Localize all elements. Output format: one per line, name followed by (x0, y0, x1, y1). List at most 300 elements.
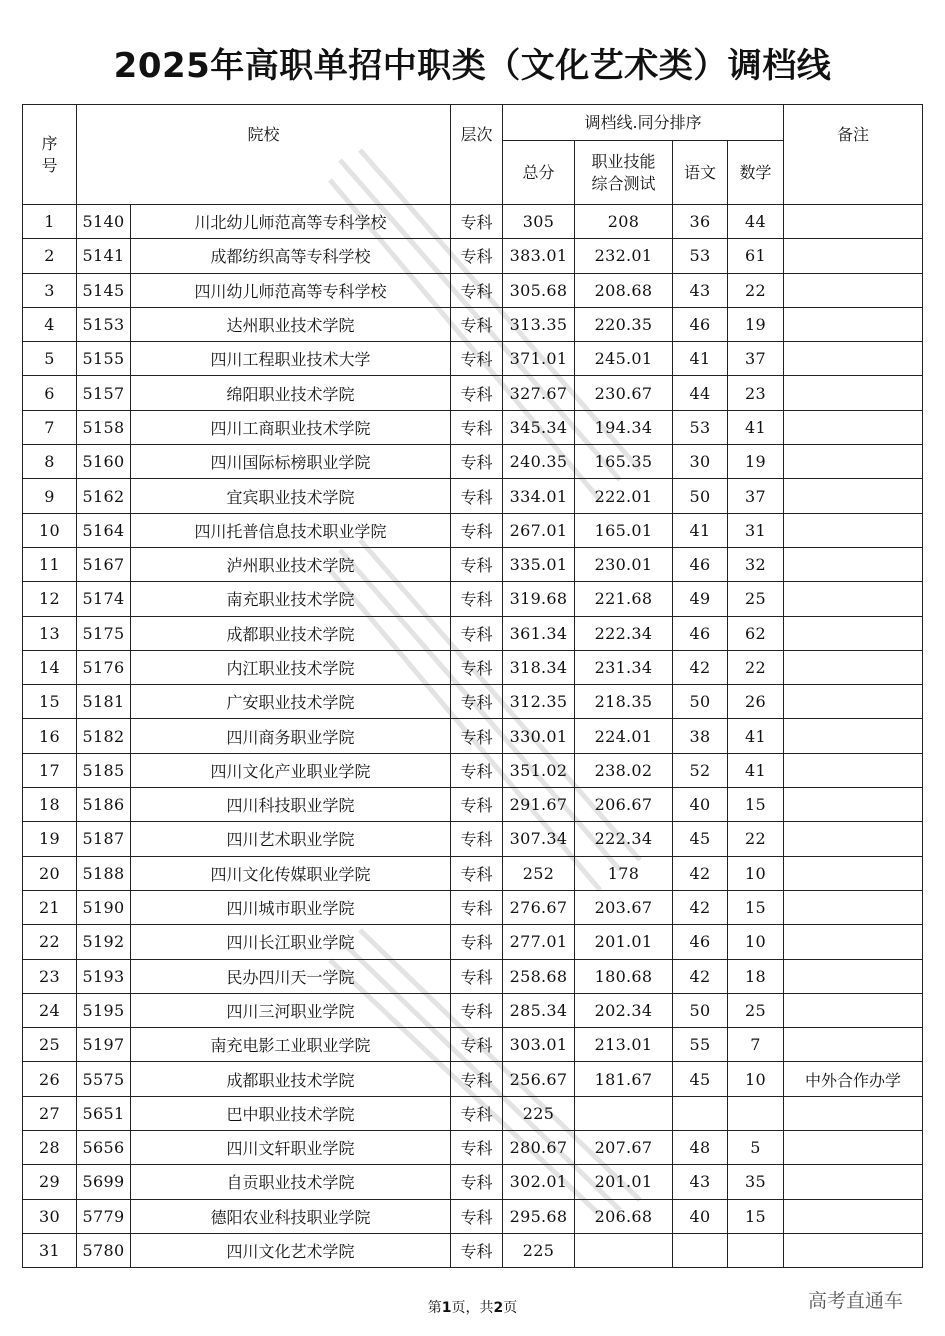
cell-skill (575, 1233, 673, 1267)
cell-note (784, 1131, 923, 1165)
cell-seq: 15 (23, 685, 77, 719)
table-row (23, 547, 923, 581)
page-number: 第1页，共2页 (427, 1300, 518, 1316)
table-row (23, 239, 923, 273)
cell-school-name: 德阳农业科技职业学院 (131, 1199, 451, 1233)
cell-note (784, 445, 923, 479)
cell-math: 35 (728, 1165, 784, 1199)
cell-chinese: 46 (673, 307, 728, 341)
cell-level: 专科 (451, 547, 503, 581)
table-row (23, 582, 923, 616)
cell-level: 专科 (451, 1062, 503, 1096)
cell-seq: 10 (23, 513, 77, 547)
cell-code: 5176 (77, 650, 131, 684)
cell-total: 327.67 (503, 376, 575, 410)
cell-skill: 202.34 (575, 993, 673, 1027)
cell-math: 31 (728, 513, 784, 547)
cell-level: 专科 (451, 307, 503, 341)
header-note: 备注 (784, 105, 923, 205)
cell-level: 专科 (451, 376, 503, 410)
cell-note (784, 205, 923, 239)
cell-chinese (673, 1096, 728, 1130)
cell-chinese: 48 (673, 1131, 728, 1165)
cell-math: 15 (728, 1199, 784, 1233)
cell-code: 5145 (77, 273, 131, 307)
cell-school-name: 四川工商职业技术学院 (131, 410, 451, 444)
cell-note (784, 822, 923, 856)
cell-code: 5190 (77, 890, 131, 924)
cell-code: 5195 (77, 993, 131, 1027)
cell-skill: 165.35 (575, 445, 673, 479)
cell-total: 305.68 (503, 273, 575, 307)
cell-level: 专科 (451, 1028, 503, 1062)
cell-school-name: 四川文轩职业学院 (131, 1131, 451, 1165)
cell-school-name: 巴中职业技术学院 (131, 1096, 451, 1130)
cell-math: 26 (728, 685, 784, 719)
cell-skill: 206.67 (575, 788, 673, 822)
cell-skill: 230.67 (575, 376, 673, 410)
table-row (23, 273, 923, 307)
cell-note (784, 376, 923, 410)
cell-note (784, 925, 923, 959)
cell-level: 专科 (451, 993, 503, 1027)
cell-math: 32 (728, 547, 784, 581)
cell-level: 专科 (451, 1131, 503, 1165)
cell-school-name: 自贡职业技术学院 (131, 1165, 451, 1199)
cell-school-name: 内江职业技术学院 (131, 650, 451, 684)
cell-note (784, 547, 923, 581)
cell-note (784, 342, 923, 376)
cell-note (784, 753, 923, 787)
cell-total: 305 (503, 205, 575, 239)
cell-math: 41 (728, 719, 784, 753)
cell-skill: 194.34 (575, 410, 673, 444)
cell-seq: 9 (23, 479, 77, 513)
cell-math: 25 (728, 993, 784, 1027)
cell-level: 专科 (451, 890, 503, 924)
cell-total: 277.01 (503, 925, 575, 959)
cell-school-name: 宜宾职业技术学院 (131, 479, 451, 513)
cell-level: 专科 (451, 205, 503, 239)
cell-code: 5192 (77, 925, 131, 959)
cell-total: 361.34 (503, 616, 575, 650)
header-level: 层次 (451, 105, 503, 205)
cell-skill: 230.01 (575, 547, 673, 581)
cell-chinese: 40 (673, 1199, 728, 1233)
cell-school-name: 成都纺织高等专科学校 (131, 239, 451, 273)
table-row (23, 1096, 923, 1130)
cell-level: 专科 (451, 959, 503, 993)
cell-school-name: 川北幼儿师范高等专科学校 (131, 205, 451, 239)
table-row (23, 205, 923, 239)
cell-seq: 11 (23, 547, 77, 581)
cell-seq: 22 (23, 925, 77, 959)
table-row (23, 719, 923, 753)
cell-code: 5656 (77, 1131, 131, 1165)
cell-total: 303.01 (503, 1028, 575, 1062)
cell-seq: 18 (23, 788, 77, 822)
cell-math: 5 (728, 1131, 784, 1165)
cell-level: 专科 (451, 685, 503, 719)
cell-total: 319.68 (503, 582, 575, 616)
header-chinese: 语文 (673, 141, 728, 205)
cell-seq: 30 (23, 1199, 77, 1233)
cell-level: 专科 (451, 410, 503, 444)
cell-code: 5182 (77, 719, 131, 753)
cell-total: 252 (503, 856, 575, 890)
cell-level: 专科 (451, 925, 503, 959)
cell-level: 专科 (451, 822, 503, 856)
cell-level: 专科 (451, 719, 503, 753)
cell-skill: 218.35 (575, 685, 673, 719)
cell-chinese: 52 (673, 753, 728, 787)
cell-skill: 181.67 (575, 1062, 673, 1096)
cell-math: 23 (728, 376, 784, 410)
cell-note (784, 650, 923, 684)
table-row (23, 1233, 923, 1267)
cell-seq: 29 (23, 1165, 77, 1199)
cell-skill: 207.67 (575, 1131, 673, 1165)
cell-skill: 222.01 (575, 479, 673, 513)
cell-chinese: 43 (673, 273, 728, 307)
table-row (23, 753, 923, 787)
cell-school-name: 四川艺术职业学院 (131, 822, 451, 856)
cell-school-name: 四川城市职业学院 (131, 890, 451, 924)
cell-total: 295.68 (503, 1199, 575, 1233)
cell-note (784, 719, 923, 753)
cell-seq: 25 (23, 1028, 77, 1062)
cell-code: 5186 (77, 788, 131, 822)
cell-school-name: 四川科技职业学院 (131, 788, 451, 822)
cell-skill (575, 1096, 673, 1130)
cell-school-name: 成都职业技术学院 (131, 1062, 451, 1096)
table-row (23, 410, 923, 444)
cell-code: 5140 (77, 205, 131, 239)
header-math: 数学 (728, 141, 784, 205)
header-skill: 职业技能综合测试 (575, 141, 673, 205)
cell-school-name: 四川幼儿师范高等专科学校 (131, 273, 451, 307)
cell-seq: 27 (23, 1096, 77, 1130)
cell-total: 330.01 (503, 719, 575, 753)
cell-skill: 165.01 (575, 513, 673, 547)
cell-chinese: 42 (673, 959, 728, 993)
cell-seq: 23 (23, 959, 77, 993)
cell-total: 371.01 (503, 342, 575, 376)
cell-school-name: 四川三河职业学院 (131, 993, 451, 1027)
cell-seq: 14 (23, 650, 77, 684)
cell-note (784, 685, 923, 719)
cell-level: 专科 (451, 616, 503, 650)
cell-math: 10 (728, 925, 784, 959)
cell-total: 307.34 (503, 822, 575, 856)
table-row (23, 1062, 923, 1096)
cell-school-name: 成都职业技术学院 (131, 616, 451, 650)
cell-seq: 3 (23, 273, 77, 307)
cell-code: 5188 (77, 856, 131, 890)
cell-school-name: 绵阳职业技术学院 (131, 376, 451, 410)
cell-note (784, 856, 923, 890)
cell-code: 5575 (77, 1062, 131, 1096)
cell-note: 中外合作办学 (784, 1062, 923, 1096)
table-row (23, 788, 923, 822)
cell-math: 19 (728, 445, 784, 479)
cell-total: 256.67 (503, 1062, 575, 1096)
cell-skill: 208.68 (575, 273, 673, 307)
cell-code: 5780 (77, 1233, 131, 1267)
cell-code: 5158 (77, 410, 131, 444)
cell-skill: 206.68 (575, 1199, 673, 1233)
cell-school-name: 四川商务职业学院 (131, 719, 451, 753)
cell-code: 5157 (77, 376, 131, 410)
cell-note (784, 1233, 923, 1267)
cell-math (728, 1233, 784, 1267)
cell-chinese: 45 (673, 822, 728, 856)
cell-math: 61 (728, 239, 784, 273)
cell-school-name: 广安职业技术学院 (131, 685, 451, 719)
cell-school-name: 四川托普信息技术职业学院 (131, 513, 451, 547)
cell-seq: 21 (23, 890, 77, 924)
cell-math: 44 (728, 205, 784, 239)
cell-note (784, 890, 923, 924)
cell-code: 5174 (77, 582, 131, 616)
cell-note (784, 239, 923, 273)
cell-school-name: 四川文化艺术学院 (131, 1233, 451, 1267)
cell-math: 41 (728, 410, 784, 444)
table-row (23, 685, 923, 719)
cell-math: 37 (728, 342, 784, 376)
cell-total: 285.34 (503, 993, 575, 1027)
cell-school-name: 达州职业技术学院 (131, 307, 451, 341)
cell-school-name: 四川工程职业技术大学 (131, 342, 451, 376)
cell-skill: 178 (575, 856, 673, 890)
cell-total: 345.34 (503, 410, 575, 444)
cell-total: 335.01 (503, 547, 575, 581)
cell-math: 15 (728, 788, 784, 822)
cell-total: 291.67 (503, 788, 575, 822)
cell-note (784, 1199, 923, 1233)
table-row (23, 1028, 923, 1062)
cell-seq: 8 (23, 445, 77, 479)
cell-seq: 19 (23, 822, 77, 856)
table-row (23, 925, 923, 959)
cell-chinese: 42 (673, 856, 728, 890)
cell-chinese: 50 (673, 993, 728, 1027)
cell-code: 5153 (77, 307, 131, 341)
cell-total: 276.67 (503, 890, 575, 924)
cell-seq: 7 (23, 410, 77, 444)
cell-math: 15 (728, 890, 784, 924)
cell-seq: 12 (23, 582, 77, 616)
cell-school-name: 泸州职业技术学院 (131, 547, 451, 581)
header-seq: 序号 (23, 105, 77, 205)
cell-level: 专科 (451, 650, 503, 684)
cell-skill: 201.01 (575, 1165, 673, 1199)
cell-code: 5779 (77, 1199, 131, 1233)
cell-skill: 245.01 (575, 342, 673, 376)
cell-code: 5193 (77, 959, 131, 993)
cell-math: 10 (728, 856, 784, 890)
cell-note (784, 993, 923, 1027)
cell-code: 5162 (77, 479, 131, 513)
cell-math: 18 (728, 959, 784, 993)
cell-math: 19 (728, 307, 784, 341)
cell-math (728, 1096, 784, 1130)
page-title: 2025年高职单招中职类（文化艺术类）调档线 (113, 46, 832, 86)
cell-math: 10 (728, 1062, 784, 1096)
cell-chinese: 42 (673, 890, 728, 924)
cell-code: 5160 (77, 445, 131, 479)
cell-skill: 231.34 (575, 650, 673, 684)
cell-note (784, 1165, 923, 1199)
cell-note (784, 1096, 923, 1130)
cell-skill: 180.68 (575, 959, 673, 993)
table-row (23, 822, 923, 856)
cell-seq: 2 (23, 239, 77, 273)
cell-chinese: 42 (673, 650, 728, 684)
cell-skill: 221.68 (575, 582, 673, 616)
header-school: 院校 (77, 105, 451, 205)
cell-seq: 1 (23, 205, 77, 239)
table-row (23, 1199, 923, 1233)
table-row (23, 479, 923, 513)
cell-skill: 213.01 (575, 1028, 673, 1062)
cell-seq: 17 (23, 753, 77, 787)
cell-seq: 31 (23, 1233, 77, 1267)
cell-note (784, 410, 923, 444)
cell-code: 5185 (77, 753, 131, 787)
cell-school-name: 南充职业技术学院 (131, 582, 451, 616)
cell-chinese: 49 (673, 582, 728, 616)
cell-total: 302.01 (503, 1165, 575, 1199)
cell-chinese: 46 (673, 925, 728, 959)
table-row (23, 445, 923, 479)
cell-math: 62 (728, 616, 784, 650)
cell-math: 41 (728, 753, 784, 787)
cell-math: 37 (728, 479, 784, 513)
cell-skill: 232.01 (575, 239, 673, 273)
cell-note (784, 582, 923, 616)
cell-total: 225 (503, 1096, 575, 1130)
cell-seq: 16 (23, 719, 77, 753)
table-row (23, 376, 923, 410)
cell-code: 5651 (77, 1096, 131, 1130)
cell-school-name: 四川文化传媒职业学院 (131, 856, 451, 890)
cell-chinese: 53 (673, 410, 728, 444)
cell-school-name: 南充电影工业职业学院 (131, 1028, 451, 1062)
score-table (22, 104, 923, 1268)
cell-chinese: 45 (673, 1062, 728, 1096)
cell-seq: 28 (23, 1131, 77, 1165)
cell-seq: 26 (23, 1062, 77, 1096)
table-row (23, 993, 923, 1027)
cell-skill: 224.01 (575, 719, 673, 753)
cell-level: 专科 (451, 856, 503, 890)
cell-total: 313.35 (503, 307, 575, 341)
cell-chinese: 44 (673, 376, 728, 410)
cell-total: 318.34 (503, 650, 575, 684)
cell-level: 专科 (451, 239, 503, 273)
cell-total: 258.68 (503, 959, 575, 993)
cell-total: 225 (503, 1233, 575, 1267)
header-total: 总分 (503, 141, 575, 205)
cell-seq: 13 (23, 616, 77, 650)
cell-skill: 222.34 (575, 616, 673, 650)
cell-note (784, 959, 923, 993)
cell-total: 267.01 (503, 513, 575, 547)
cell-code: 5141 (77, 239, 131, 273)
cell-note (784, 307, 923, 341)
cell-chinese: 43 (673, 1165, 728, 1199)
cell-code: 5164 (77, 513, 131, 547)
cell-chinese: 30 (673, 445, 728, 479)
cell-chinese: 41 (673, 513, 728, 547)
cell-level: 专科 (451, 273, 503, 307)
cell-chinese: 55 (673, 1028, 728, 1062)
cell-skill: 201.01 (575, 925, 673, 959)
table-row (23, 890, 923, 924)
cell-seq: 5 (23, 342, 77, 376)
cell-skill: 222.34 (575, 822, 673, 856)
cell-seq: 6 (23, 376, 77, 410)
cell-code: 5167 (77, 547, 131, 581)
cell-note (784, 788, 923, 822)
cell-level: 专科 (451, 1165, 503, 1199)
cell-chinese: 46 (673, 547, 728, 581)
cell-skill: 208 (575, 205, 673, 239)
brand-logo-text: 高考直通车 (808, 1290, 904, 1312)
cell-seq: 24 (23, 993, 77, 1027)
cell-code: 5155 (77, 342, 131, 376)
cell-chinese: 41 (673, 342, 728, 376)
cell-seq: 20 (23, 856, 77, 890)
cell-school-name: 四川文化产业职业学院 (131, 753, 451, 787)
cell-note (784, 273, 923, 307)
cell-note (784, 616, 923, 650)
cell-school-name: 四川国际标榜职业学院 (131, 445, 451, 479)
cell-code: 5187 (77, 822, 131, 856)
cell-code: 5175 (77, 616, 131, 650)
cell-code: 5699 (77, 1165, 131, 1199)
cell-school-name: 民办四川天一学院 (131, 959, 451, 993)
table-row (23, 342, 923, 376)
header-group: 调档线.同分排序 (503, 105, 784, 141)
table-row (23, 650, 923, 684)
cell-chinese: 50 (673, 479, 728, 513)
cell-chinese: 36 (673, 205, 728, 239)
cell-seq: 4 (23, 307, 77, 341)
cell-total: 280.67 (503, 1131, 575, 1165)
cell-level: 专科 (451, 753, 503, 787)
cell-total: 334.01 (503, 479, 575, 513)
table-row (23, 1165, 923, 1199)
cell-note (784, 479, 923, 513)
cell-level: 专科 (451, 479, 503, 513)
cell-note (784, 1028, 923, 1062)
cell-chinese (673, 1233, 728, 1267)
cell-code: 5197 (77, 1028, 131, 1062)
cell-skill: 203.67 (575, 890, 673, 924)
cell-math: 22 (728, 650, 784, 684)
cell-code: 5181 (77, 685, 131, 719)
cell-skill: 220.35 (575, 307, 673, 341)
cell-level: 专科 (451, 445, 503, 479)
cell-level: 专科 (451, 788, 503, 822)
cell-chinese: 46 (673, 616, 728, 650)
cell-math: 7 (728, 1028, 784, 1062)
cell-level: 专科 (451, 342, 503, 376)
table-row (23, 856, 923, 890)
cell-skill: 238.02 (575, 753, 673, 787)
